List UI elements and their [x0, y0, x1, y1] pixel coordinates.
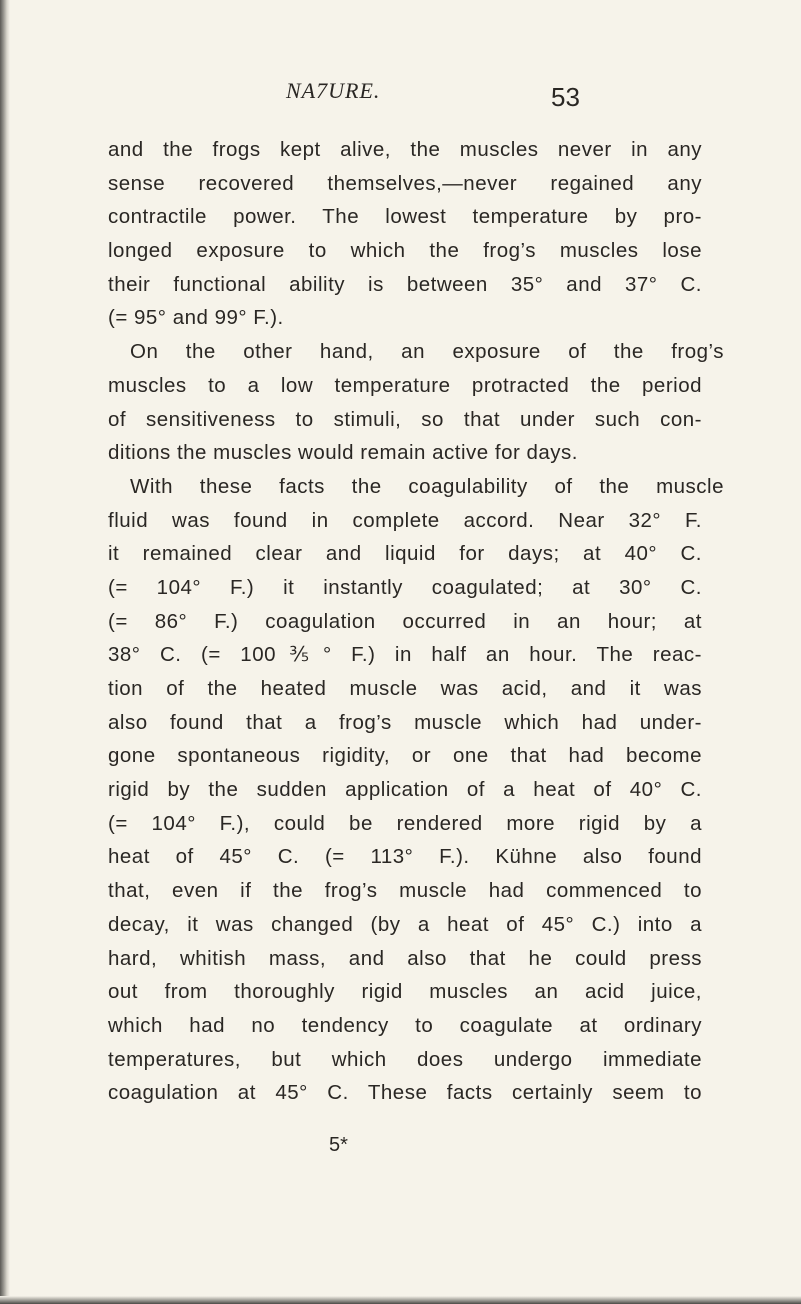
text-line: coagulation at 45° C. These facts certainly seem to [108, 1081, 702, 1105]
text-line: that, even if the frog’s muscle had commenced to [108, 879, 702, 903]
text-line: muscles to a low temperature protracted the period [108, 373, 702, 397]
text-line: it remained clear and liquid for days; at 40° C. [108, 542, 702, 566]
text-line: of sensitiveness to stimuli, so that under such con- [108, 407, 702, 431]
text-line: rigid by the sudden application of a heat of 40° C. [108, 778, 702, 802]
signature-mark: 5* [329, 1134, 348, 1156]
text-line: On the other hand, an exposure of the frog’s [130, 340, 724, 364]
page-number: 53 [551, 82, 580, 112]
text-line: and the frogs kept alive, the muscles never in any [108, 138, 702, 161]
text-line: which had no tendency to coagulate at ordinary [108, 1013, 702, 1037]
running-head-title: NA7URE. [286, 78, 381, 103]
text-line: tion of the heated muscle was acid, and it was [108, 677, 702, 700]
text-line: gone spontaneous rigidity, or one that had become [108, 744, 702, 768]
text-line: 38° C. (= 100⅗° F.) in half an hour. The reac- [108, 643, 702, 667]
text-line: (= 104° F.) it instantly coagulated; at 30° C. [108, 575, 702, 599]
text-line: (= 86° F.) coagulation occurred in an hour; at [108, 609, 702, 633]
text-line: decay, it was changed (by a heat of 45° C.) into a [108, 912, 702, 936]
text-line: (= 104° F.), could be rendered more rigid by a [108, 811, 702, 835]
text-line: out from thoroughly rigid muscles an acid juice, [108, 980, 702, 1004]
text-line: fluid was found in complete accord. Near 32° F. [108, 508, 702, 532]
page-left-edge [0, 0, 10, 1304]
text-line: their functional ability is between 35° and 37° C. [108, 272, 702, 296]
body-text [108, 133, 724, 1110]
text-line: ditions the muscles would remain active for days. [108, 441, 579, 465]
text-line: longed exposure to which the frog’s muscles lose [108, 239, 702, 263]
text-line: heat of 45° C. (= 113° F.). Kühne also found [108, 845, 702, 869]
running-head [0, 78, 801, 118]
text-line: hard, whitish mass, and also that he could press [108, 946, 702, 970]
text-line: temperatures, but which does undergo immediate [108, 1047, 702, 1071]
text-line: contractile power. The lowest temperature by pro- [108, 205, 702, 229]
text-line: sense recovered themselves,—never regained any [108, 171, 702, 195]
text-line: also found that a frog’s muscle which had under- [108, 710, 702, 734]
page-bottom-edge [0, 1296, 801, 1304]
text-line: With these facts the coagulability of the muscle [130, 474, 724, 498]
text-line: (= 95° and 99° F.). [108, 306, 284, 330]
